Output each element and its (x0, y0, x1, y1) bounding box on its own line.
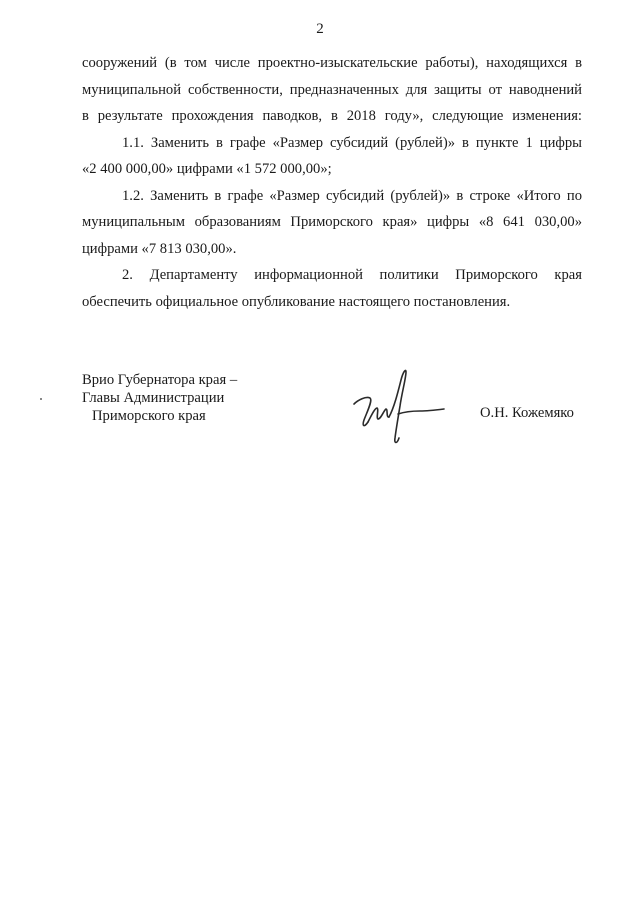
signatory-title (82, 371, 237, 425)
handwritten-signature (340, 362, 450, 452)
paragraph-line: муниципальным образованиям Приморского края» цифры «8 641 030,00» (82, 214, 582, 230)
paragraph-line: «2 400 000,00» цифрами «1 572 000,00»; (82, 161, 332, 177)
document-body (82, 50, 582, 315)
paragraph-line: 2. Департаменту информационной политики Приморского края (122, 267, 582, 283)
signatory-name: О.Н. Кожемяко (480, 405, 574, 421)
paragraph-line: 1.1. Заменить в графе «Размер субсидий (рублей)» в пункте 1 цифры (122, 134, 582, 151)
signatory-title-line: Главы Администрации (82, 390, 225, 406)
paragraph-line: в результате прохождения паводков, в 2018 году», следующие изменения: (82, 108, 582, 124)
page-number: 2 (316, 21, 324, 37)
paragraph-line: обеспечить официальное опубликование настоящего постановления. (82, 293, 511, 310)
paragraph-line: цифрами «7 813 030,00». (82, 240, 237, 257)
paragraph-line: муниципальной собственности, предназначенных для защиты от наводнений (82, 81, 582, 98)
scan-artifact-dot (40, 398, 42, 400)
signatory-title-line: Врио Губернатора края – (82, 372, 238, 388)
paragraph-line: сооружений (в том числе проектно-изыскательские работы), находящихся в (82, 55, 582, 71)
signatory-title-line: Приморского края (92, 408, 206, 424)
paragraph-line: 1.2. Заменить в графе «Размер субсидий (рублей)» в строке «Итого по (122, 187, 582, 204)
